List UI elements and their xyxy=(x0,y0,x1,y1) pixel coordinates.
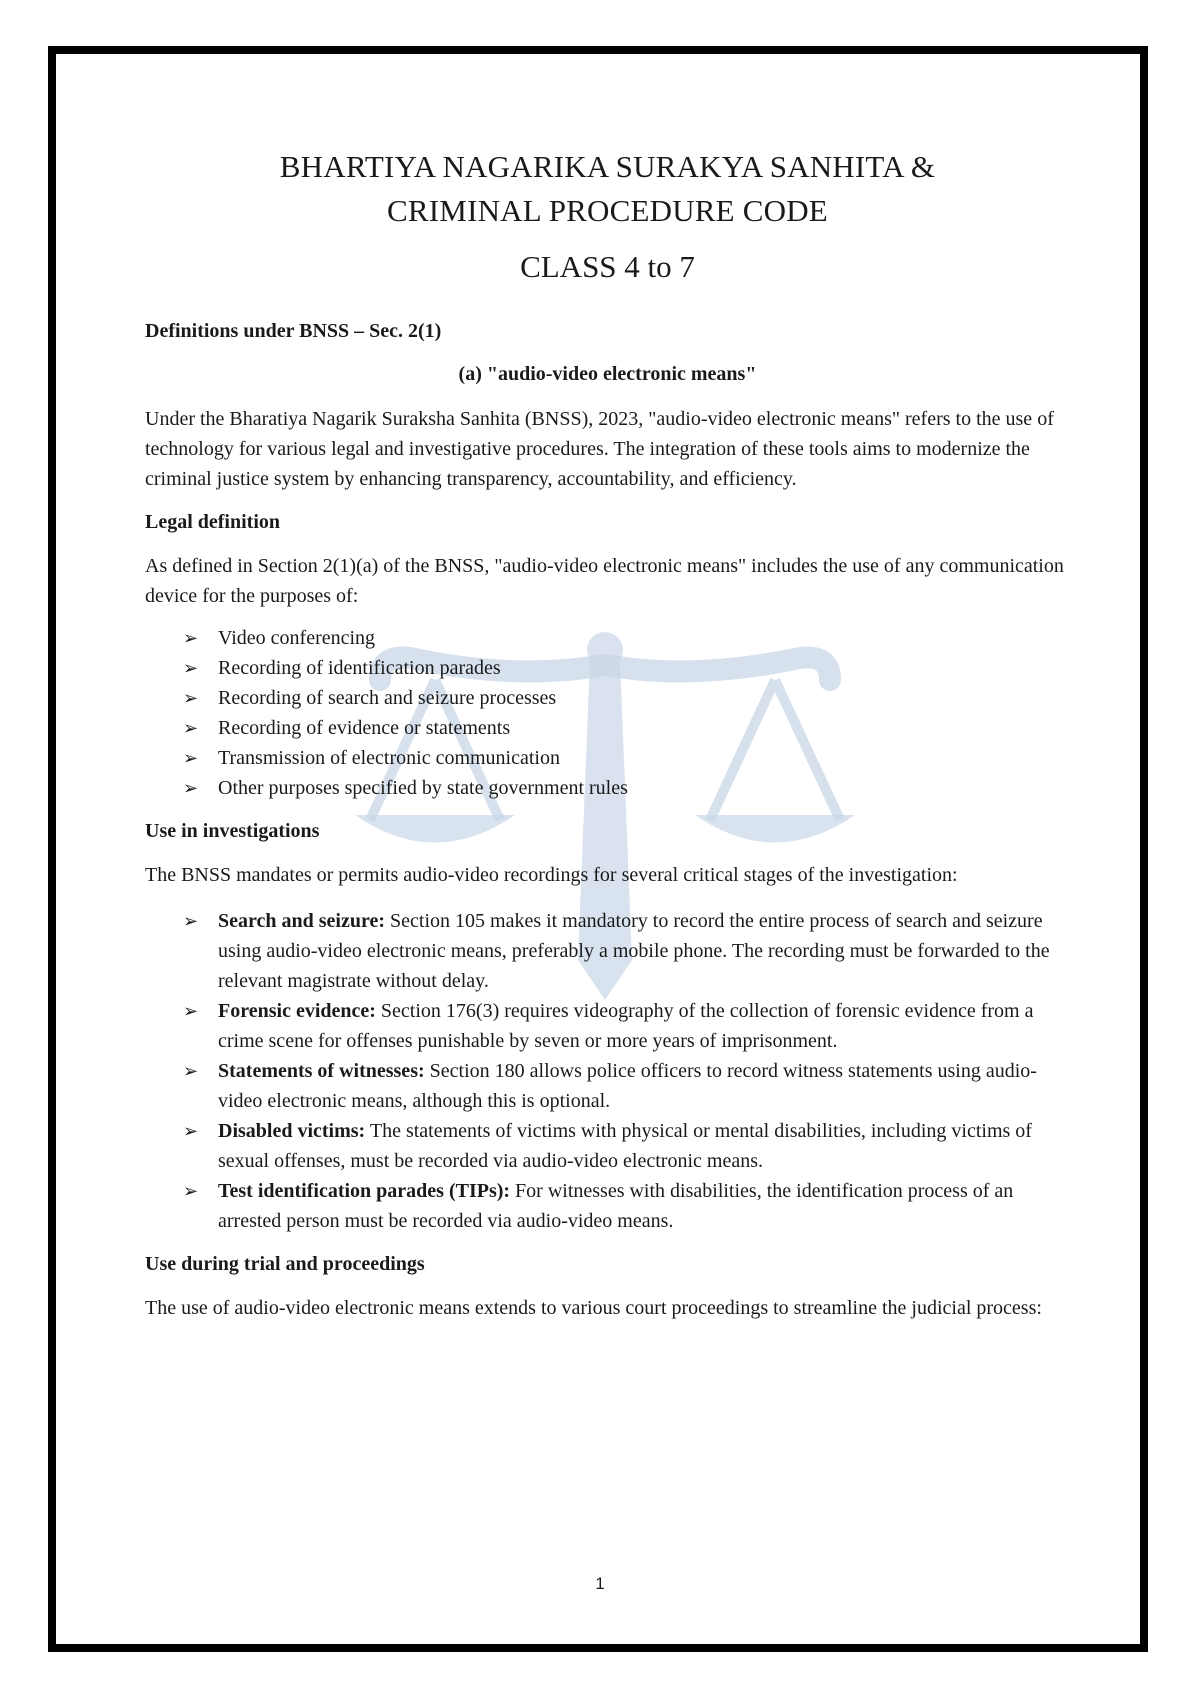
list-item: ➢ Transmission of electronic communication xyxy=(145,743,1070,773)
arrow-bullet-icon: ➢ xyxy=(183,658,199,678)
item-text: Section 105 makes it mandatory to record the entire process of search and seizure using audio-video electronic means, preferably a mobile phone. The recording must be forwarded to the relevant magistrate without delay. xyxy=(218,910,1050,992)
item-term: Search and seizure: xyxy=(218,910,386,932)
item-term: Disabled victims: xyxy=(218,1120,366,1142)
item-term: Forensic evidence: xyxy=(218,1000,376,1022)
section-heading: Definitions under BNSS – Sec. 2(1) xyxy=(145,320,442,342)
arrow-bullet-icon: ➢ xyxy=(183,1181,199,1201)
arrow-bullet-icon: ➢ xyxy=(183,718,199,738)
list-item: ➢ Other purposes specified by state government rules xyxy=(145,773,1070,803)
arrow-bullet-icon: ➢ xyxy=(183,748,199,768)
item-term: Statements of witnesses: xyxy=(218,1060,425,1082)
investigations-paragraph: The BNSS mandates or permits audio-video recordings for several critical stages of the investigation: xyxy=(145,864,958,886)
investigations-list xyxy=(145,906,1070,1236)
subsection-heading: (a) "audio-video electronic means" xyxy=(458,363,757,385)
title-line-1: BHARTIYA NAGARIKA SURAKYA SANHITA & xyxy=(279,149,936,184)
legal-definition-paragraph: As defined in Section 2(1)(a) of the BNSS, "audio-video electronic means" includes the use of any communication device for the purposes of: xyxy=(145,555,1064,607)
item-term: Test identification parades (TIPs): xyxy=(218,1180,511,1202)
arrow-bullet-icon: ➢ xyxy=(183,1001,199,1021)
list-item: ➢ Video conferencing xyxy=(145,623,1070,653)
arrow-bullet-icon: ➢ xyxy=(183,628,199,648)
arrow-bullet-icon: ➢ xyxy=(183,911,199,931)
intro-paragraph: Under the Bharatiya Nagarik Suraksha Sanhita (BNSS), 2023, "audio-video electronic means" refers to the use of technology for various legal and investigative procedures. The integration of these tools aims to modernize the criminal justice system by enhancing transparency, accountability, and efficiency. xyxy=(145,408,1054,490)
list-item: ➢ Recording of identification parades xyxy=(145,653,1070,683)
trial-heading: Use during trial and proceedings xyxy=(145,1253,425,1275)
list-item: ➢ Recording of search and seizure processes xyxy=(145,683,1070,713)
list-item xyxy=(145,1056,1070,1116)
arrow-bullet-icon: ➢ xyxy=(183,688,199,708)
document-title xyxy=(145,145,1070,233)
arrow-bullet-icon: ➢ xyxy=(183,778,199,798)
arrow-bullet-icon: ➢ xyxy=(183,1061,199,1081)
trial-paragraph: The use of audio-video electronic means extends to various court proceedings to streamline the judicial process: xyxy=(145,1297,1042,1319)
document-body xyxy=(145,145,1070,1323)
item-text: Section 180 allows police officers to record witness statements using audio-video electronic means, although this is optional. xyxy=(218,1060,1037,1112)
page-number: 1 xyxy=(595,1574,605,1593)
investigations-heading: Use in investigations xyxy=(145,820,320,842)
arrow-bullet-icon: ➢ xyxy=(183,1121,199,1141)
purposes-list xyxy=(145,623,1070,803)
list-item xyxy=(145,1116,1070,1176)
item-text: Section 176(3) requires videography of the collection of forensic evidence from a crime scene for offenses punishable by seven or more years of imprisonment. xyxy=(218,1000,1034,1052)
legal-definition-heading: Legal definition xyxy=(145,511,281,533)
item-text: For witnesses with disabilities, the identification process of an arrested person must be recorded via audio-video means. xyxy=(218,1180,1014,1232)
list-item xyxy=(145,906,1070,996)
list-item xyxy=(145,996,1070,1056)
list-item xyxy=(145,1176,1070,1236)
class-range: CLASS 4 to 7 xyxy=(520,249,695,284)
title-line-2: CRIMINAL PROCEDURE CODE xyxy=(387,193,828,228)
list-item: ➢ Recording of evidence or statements xyxy=(145,713,1070,743)
item-text: The statements of victims with physical or mental disabilities, including victims of sexual offenses, must be recorded via audio-video electronic means. xyxy=(218,1120,1032,1172)
